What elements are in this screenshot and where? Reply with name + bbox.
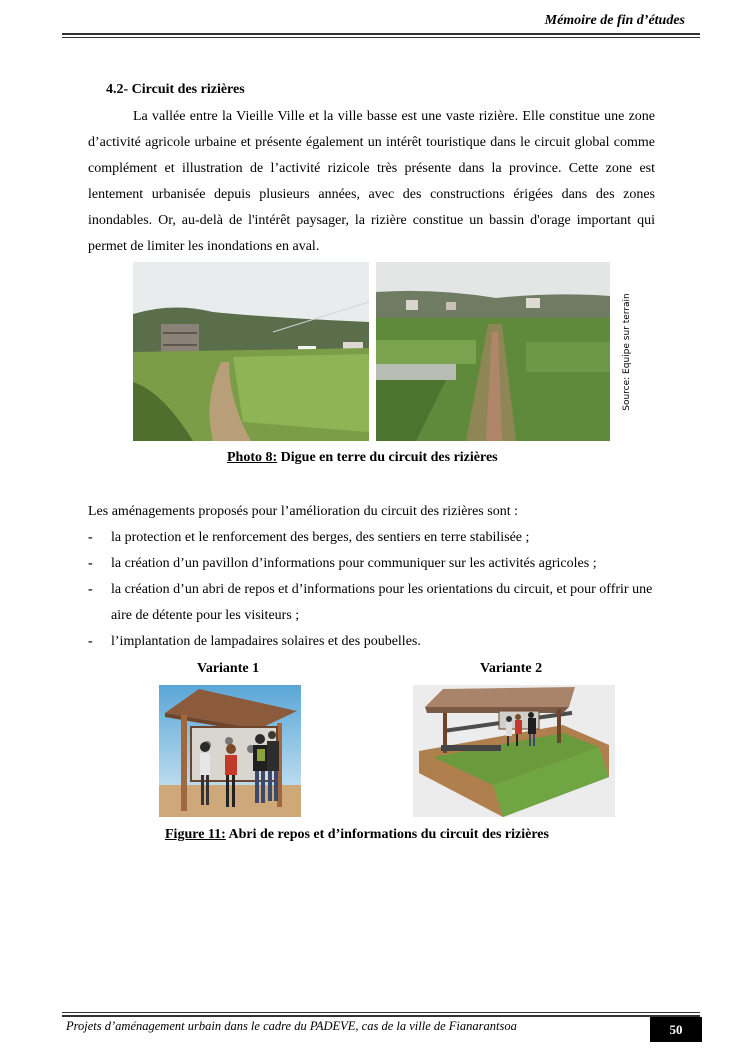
figure-variant-1: [159, 685, 301, 817]
section-title: 4.2- Circuit des rizières: [106, 82, 245, 97]
bullet-marker: -: [88, 556, 93, 571]
running-footer: Projets d’aménagement urbain dans le cadre du PADEVE, cas de la ville de Fianarantsoa: [66, 1019, 517, 1033]
list-item: - la protection et le renforcement des berges, des sentiers en terre stabilisée ;: [88, 525, 658, 551]
figure-variant-2: [413, 685, 615, 817]
figure-caption-label: Figure 11:: [165, 827, 226, 842]
amenagements-intro: Les aménagements proposés pour l’amélioration du circuit des rizières sont :: [88, 504, 518, 519]
photo-caption: [227, 450, 498, 466]
figure-caption-text: Abri de repos et d’informations du circuit des rizières: [225, 827, 549, 842]
footer-rule-thin: [62, 1012, 700, 1013]
photo-caption-text: Digue en terre du circuit des rizières: [277, 450, 498, 465]
photo-source-note: Source: Equipe sur terrain: [622, 292, 632, 411]
running-header: Mémoire de fin d’études: [544, 13, 685, 28]
list-item: - l’implantation de lampadaires solaires et des poubelles.: [88, 629, 658, 655]
list-item: - la création d’un pavillon d’informations pour communiquer sur les activités agricoles ;: [88, 551, 658, 577]
amenagements-list: [88, 525, 658, 655]
bullet-marker: -: [88, 582, 93, 597]
variant-2-label: Variante 2: [480, 661, 543, 676]
photo-dike-left: [133, 262, 369, 441]
variant-1-label: Variante 1: [197, 661, 260, 676]
bullet-marker: -: [88, 530, 93, 545]
figure-caption: [165, 827, 549, 843]
section-paragraph: La vallée entre la Vieille Ville et la ville basse est une vaste rizière. Elle constitue une zone d’activité agricole urbaine et présente également un intérêt touristique dans le circuit global comme complément et illustration de l’activité rizicole très présente dans la province. Cette zone est lentement urbanisée depuis plusieurs années, avec des constructions érigées dans des zones inondables. Or, au-delà de l'intérêt paysager, la rizière constitue un bassin d'orage important qui permet de limiter les inondations en aval.: [88, 109, 655, 254]
page-number: 50: [650, 1017, 702, 1042]
list-item: - la création d’un abri de repos et d’informations pour les orientations du circuit, et pour offrir une aire de détente pour les visiteurs ;: [88, 577, 658, 629]
header-rule-thin: [62, 37, 700, 38]
photo-dike-right: [376, 262, 610, 441]
photo-caption-label: Photo 8:: [227, 450, 278, 465]
bullet-marker: -: [88, 634, 93, 649]
header-rule: [62, 33, 700, 35]
footer-rule: [62, 1015, 700, 1017]
